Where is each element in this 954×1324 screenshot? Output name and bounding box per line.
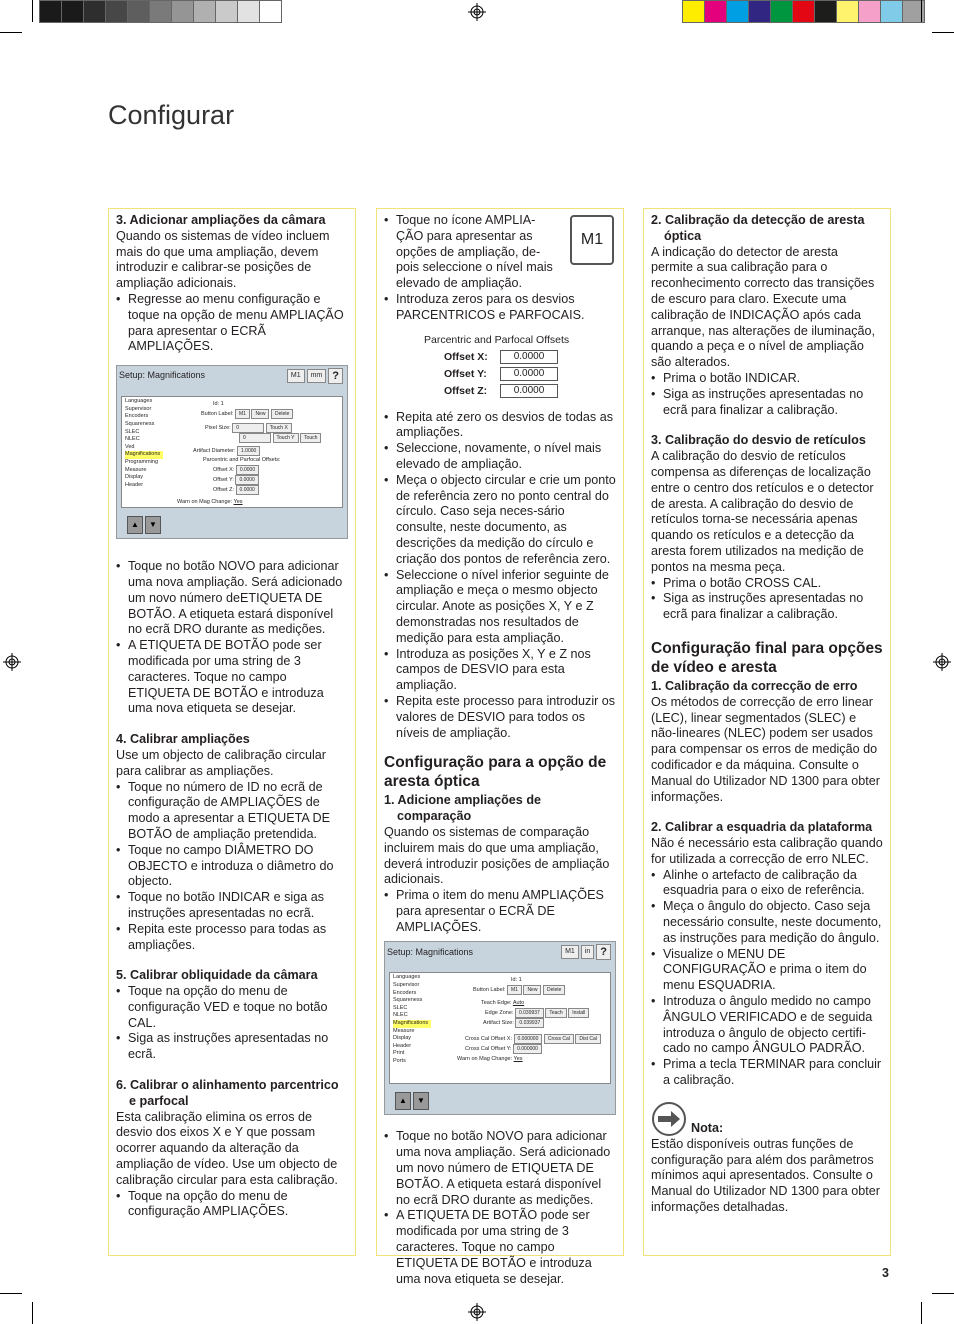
offset-y-label: Offset Y:: [213, 477, 234, 484]
calibration-swatch: [259, 0, 282, 23]
screenshot-title: Setup: Magnifications: [119, 370, 206, 381]
section-heading: 4. Calibrar ampliações: [116, 732, 250, 747]
offset-x-label: Offset X:: [213, 467, 235, 474]
crop-mark: [932, 32, 954, 33]
artifact-size-label: Artifact Size:: [483, 1020, 514, 1027]
cross-cal-x-value: 0.000000: [514, 1034, 543, 1044]
list-item: • Toque no campo DIÂMETRO DO OBJECTO e introduza o diâmetro do objecto.: [116, 843, 348, 890]
section-title: Configuração final para opções de vídeo e aresta: [651, 639, 883, 676]
list-item: • Seleccione, novamente, o nível mais elevado de ampliação.: [384, 441, 616, 473]
crop-mark: [932, 1293, 954, 1294]
calibration-swatch: [83, 0, 106, 23]
menu-item: Supervisor: [125, 405, 152, 412]
offset-x-value: 0.0000: [500, 350, 558, 364]
edge-zone-label: Edge Zone:: [485, 1010, 514, 1017]
calibration-swatch: [792, 0, 815, 23]
menu-item: Print: [393, 1050, 405, 1057]
offsets-title: Parcentric and Parfocal Offsets:: [203, 457, 281, 464]
menu-item: NLEC: [125, 436, 140, 443]
m1-button: M1: [287, 369, 305, 383]
menu-item: SLEC: [393, 1004, 408, 1011]
list-item: • Repita até zero os desvios de todas as ampliações.: [384, 410, 616, 442]
bullet-list: [651, 868, 883, 1089]
crop-mark: [32, 1302, 33, 1324]
offset-z-value: 0.0000: [500, 384, 558, 398]
list-item: • Toque na opção do menu de configuração AMPLIAÇÕES.: [116, 1189, 348, 1221]
menu-item: Squareness: [125, 420, 155, 427]
id-value: 1: [220, 401, 224, 408]
offset-y-row: [444, 366, 616, 383]
m1-icon-label: M1: [580, 231, 604, 249]
calibration-swatch: [149, 0, 172, 23]
menu-item: NLEC: [393, 1012, 408, 1019]
list-item: • Siga as instruções apresentadas no ecrã.: [116, 1031, 348, 1063]
magnifications-screenshot: [116, 365, 348, 539]
menu-item: Header: [125, 481, 144, 488]
offset-z-row: [444, 383, 616, 400]
offset-y-label: Offset Y:: [444, 367, 487, 380]
list-item: • Siga as instruções apresentadas no ecrã para finalizar a calibração.: [651, 387, 883, 419]
paragraph: Use um objecto de calibração circular para calibrar as ampliações.: [116, 747, 326, 778]
pixel-size-label: Pixel Size:: [205, 425, 231, 432]
arrow-down-icon: ▼: [413, 1092, 429, 1110]
bullet-list: [116, 1189, 348, 1221]
arrow-up-icon: ▲: [395, 1092, 411, 1110]
unit-button: in: [581, 945, 594, 959]
menu-item: Measure: [125, 466, 147, 473]
calibration-swatch: [858, 0, 881, 23]
list-item: • Toque no número de ID no ecrã de configuração de AMPLIAÇÕES de modo a apresentar a ETIQUETA DE BOTÃO de ampliação pretendida.: [116, 780, 348, 843]
list-item: • Introduza zeros para os desvios PARCENTRICOS e PARFOCAIS.: [384, 292, 616, 324]
offset-x-row: [444, 349, 616, 366]
note-text: Estão disponíveis outras funções de configuração para além dos parâmetros mínimos aqui apresentados. Consulte o Manual do Utilizador ND 1300 para obter informações detalhadas.: [651, 1136, 880, 1215]
calibration-swatch: [215, 0, 238, 23]
artifact-diameter-value: 1.0000: [237, 446, 260, 456]
edge-zone-value: 0.039937: [515, 1008, 544, 1018]
delete-button: Delete: [543, 985, 565, 995]
touch-button: Touch: [300, 433, 321, 443]
screenshot-title: Setup: Magnifications: [387, 946, 474, 957]
touch-y-button: Touch Y: [273, 433, 299, 443]
bullet-list: [116, 292, 348, 355]
delete-button: Delete: [271, 409, 293, 419]
crop-mark: [921, 1302, 922, 1324]
offset-x-label: Offset X:: [444, 350, 488, 363]
touch-x-button: Touch X: [266, 423, 292, 433]
screenshot-title-bar: [385, 942, 615, 962]
list-item: • Introduza o ângulo medido no campo ÂNGULO VERIFICADO e de seguida introduza o ângulo de objecto certifi-cado no campo ÂNGULO PADRÃO.: [651, 994, 883, 1057]
calibration-swatch: [880, 0, 903, 23]
unit-button: mm: [307, 369, 327, 383]
button-label-value: M1: [507, 985, 522, 995]
list-item: • A ETIQUETA DE BOTÃO pode ser modificada por uma string de 3 caracteres. Toque no campo ETIQUETA DE BOTÃO e introduza uma nova etiqueta se desejar.: [116, 638, 348, 717]
menu-item: Encoders: [125, 413, 149, 420]
help-button: ?: [328, 368, 343, 384]
bullet-list: [384, 410, 616, 742]
note-header: [651, 1101, 883, 1137]
list-item-text: Toque no ícone AMPLIA-ÇÃO para apresentar as opções de ampliação, de-pois seleccione o nível mais elevado de ampliação.: [396, 213, 553, 291]
menu-item: Languages: [125, 398, 153, 405]
teach-button: Teach: [545, 1008, 566, 1018]
bullet-list: [116, 559, 348, 717]
setup-form: [441, 976, 609, 1064]
warn-label: Warn on Mag Change:: [177, 499, 233, 506]
list-item: • Visualize o MENU DE CONFIGURAÇÃO e prima o item do menu ESQUADRIA.: [651, 947, 883, 994]
help-button: ?: [596, 944, 611, 960]
calibration-swatch: [836, 0, 859, 23]
id-label: Id:: [511, 977, 518, 984]
menu-item: Ports: [393, 1058, 406, 1065]
paragraph: Não é necessário esta calibração quando for utilizada a correcção de erro NLEC.: [651, 836, 883, 866]
offset-z-label: Offset Z:: [444, 384, 488, 397]
dist-cal-button: Dist Cal: [575, 1034, 601, 1044]
list-item: • Toque no botão INDICAR e siga as instruções apresentadas no ecrã.: [116, 890, 348, 922]
offset-z-value: 0.0000: [236, 485, 259, 495]
section-heading: 1. Calibração da correcção de erro: [651, 678, 858, 693]
crop-mark: [0, 1293, 22, 1294]
section-heading: 2. Calibração da detecção de aresta óptica: [651, 213, 865, 243]
offsets-panel: [424, 332, 616, 400]
list-item: • Prima o botão CROSS CAL.: [651, 576, 883, 592]
menu-item: Encoders: [393, 989, 417, 996]
paragraph: Os métodos de correcção de erro linear (LEC), linear segmentados (SLEC) e não-lineares (NLEC) podem ser usados para compensar os erros de medição do codificador e da máquina. Consulte o Manual do Utilizador ND 1300 para obter informações.: [651, 694, 880, 804]
new-button: New: [251, 409, 269, 419]
crop-mark: [0, 32, 22, 33]
list-item: • Repita este processo para introduzir os valores de DESVIO para todos os níveis de ampliação.: [384, 694, 616, 741]
setup-menu-list: [125, 398, 163, 489]
note-title: Nota:: [691, 1121, 724, 1136]
id-label: Id:: [213, 401, 220, 408]
list-item: [384, 213, 616, 292]
section-heading: 6. Calibrar o alinhamento parcentrico e parfocal: [116, 1078, 339, 1108]
calibration-swatch: [682, 0, 705, 23]
scroll-arrows: [127, 516, 161, 534]
paragraph: A indicação do detector de aresta permite a sua calibração para o reconhecimento correcto das transições de escuro para claro. Execute uma calibração de INDICAÇÃO após cada arranque, nas alterações de iluminação, quando a peça e o nível de ampliação são alterados.: [651, 244, 876, 370]
calibration-swatch: [61, 0, 84, 23]
list-item: • Repita este processo para todas as ampliações.: [116, 922, 348, 954]
pixel-x-value: 0: [232, 423, 264, 433]
list-item: • Siga as instruções apresentadas no ecrã para finalizar a calibração.: [651, 591, 883, 623]
bullet-list: [651, 371, 883, 418]
calibration-swatch: [814, 0, 837, 23]
offset-x-value: 0.0000: [236, 465, 259, 475]
calibration-swatch: [193, 0, 216, 23]
column-right: [643, 208, 891, 1256]
section-heading: 3. Calibração do desvio de retículos: [651, 433, 866, 448]
list-item: • Prima o item do menu AMPLIAÇÕES para apresentar o ECRÃ DE AMPLIAÇÕES.: [384, 888, 616, 935]
calibration-swatch: [770, 0, 793, 23]
list-item: • Alinhe o artefacto de calibração da esquadria para o eixo de referência.: [651, 868, 883, 900]
menu-item: Programming: [125, 458, 159, 465]
section-heading: 5. Calibrar obliquidade da câmara: [116, 968, 318, 983]
menu-item: Display: [125, 474, 144, 481]
bullet-list: [384, 213, 616, 324]
list-item: • Seleccione o nível inferior seguinte de ampliação e meça o mesmo objecto circular. Anote as posições X, Y e Z demonstradas nos resultados de medição para esta ampliação.: [384, 568, 616, 647]
cross-cal-button: Cross Cal: [544, 1034, 574, 1044]
gray-calibration-bar: [40, 0, 282, 22]
new-button: New: [523, 985, 541, 995]
paragraph: Esta calibração elimina os erros de desvio dos eixos X e Y que possam ocorrer aquando da alteração da ampliação de vídeo. Use um objecto de calibração circular para esta calibração.: [116, 1109, 338, 1187]
cross-cal-x-label: Cross Cal Offset X:: [465, 1036, 512, 1043]
column-middle: [376, 208, 624, 1286]
calibration-swatch: [748, 0, 771, 23]
calibration-swatch: [704, 0, 727, 23]
page-number: 3: [882, 1266, 889, 1280]
button-label-label: Button Label:: [473, 987, 506, 994]
offset-y-value: 0.0000: [500, 367, 558, 381]
bullet-list: [651, 576, 883, 623]
page-title: Configurar: [108, 100, 235, 130]
teach-edge-value: Auto: [512, 1000, 525, 1007]
registration-mark-icon: [468, 3, 486, 21]
warn-value: Yes: [233, 499, 243, 506]
list-item: • Introduza as posições X, Y e Z nos campos de DESVIO para esta ampliação.: [384, 647, 616, 694]
calibration-swatch: [171, 0, 194, 23]
column-left: [108, 208, 356, 1256]
list-item: • Meça o ângulo do objecto. Caso seja necessário consulte, neste documento, as instruções para medição do ângulo.: [651, 899, 883, 946]
warn-value: Yes: [513, 1056, 523, 1063]
menu-item: SLEC: [125, 428, 140, 435]
list-item: • Prima a tecla TERMINAR para concluir a calibração.: [651, 1057, 883, 1089]
pixel-y-value: 0: [239, 433, 271, 443]
list-item: • Meça o objecto circular e crie um ponto de referência zero no ponto central do círculo. Caso seja neces-sário consulte, neste documento, as descrições da medição do círculo e criação dos pontos de referência zero.: [384, 473, 616, 568]
calibration-swatch: [39, 0, 62, 23]
cross-cal-y-value: 0.000000: [513, 1044, 542, 1054]
menu-item: Squareness: [393, 997, 423, 1004]
list-item: • A ETIQUETA DE BOTÃO pode ser modificada por uma string de 3 caracteres. Toque no campo ETIQUETA DE BOTÃO e introduza uma nova etiqueta se desejar.: [384, 1208, 616, 1287]
bullet-list: [116, 984, 348, 1063]
list-item: • Toque na opção do menu de configuração VED e toque no botão CAL.: [116, 984, 348, 1031]
setup-form: [173, 400, 341, 507]
calibration-swatch: [726, 0, 749, 23]
arrow-right-icon: [651, 1101, 687, 1137]
arrow-down-icon: ▼: [145, 516, 161, 534]
bullet-list: [384, 1129, 616, 1287]
id-value: 1: [518, 977, 522, 984]
menu-item: Magnifications: [393, 1020, 431, 1028]
bullet-list: [384, 888, 616, 935]
menu-item: Display: [393, 1035, 412, 1042]
offset-y-value: 0.0000: [235, 475, 258, 485]
offsets-panel-title: Parcentric and Parfocal Offsets: [424, 333, 570, 346]
crop-mark: [32, 0, 33, 22]
cross-cal-y-label: Cross Cal Offset Y:: [465, 1046, 512, 1053]
paragraph: A calibração do desvio de retículos compensa as diferenças de localização entre o centro dos retículos e o detector de aresta. A calibração do desvio de retículos torna-se necessária apenas quando os retículos e a detecção da aresta forem utilizados na medição de pontos na mesma peça.: [651, 449, 874, 574]
teach-edge-label: Teach Edge:: [481, 1000, 512, 1007]
artifact-size-value: 0.039937: [515, 1018, 544, 1028]
color-calibration-bar: [683, 0, 925, 22]
list-item: • Regresse ao menu configuração e toque na opção de menu AMPLIAÇÃO para apresentar o ECRÃ AMPLIAÇÕES.: [116, 292, 348, 355]
section-title: Configuração para a opção de aresta óptica: [384, 754, 607, 791]
menu-item: Measure: [393, 1027, 415, 1034]
section-heading: 3. Adicionar ampliações da câmara: [116, 213, 326, 227]
calibration-swatch: [237, 0, 260, 23]
setup-menu-list: [393, 974, 431, 1065]
paragraph: Quando os sistemas de comparação incluirem mais do que uma ampliação, deverá introduzir posições de ampliação adicionais.: [384, 824, 610, 887]
button-label-label: Button Label:: [201, 411, 234, 418]
menu-item: Magnifications: [125, 451, 163, 459]
section-heading: 1. Adicione ampliações de comparação: [384, 793, 542, 824]
calibration-swatch: [105, 0, 128, 23]
magnifications-screenshot: [384, 941, 616, 1115]
section-heading: 2. Calibrar a esquadria da plataforma: [651, 820, 873, 835]
list-item: • Prima o botão INDICAR.: [651, 371, 883, 387]
m1-button: M1: [561, 945, 579, 959]
menu-item: Ved: [125, 443, 135, 450]
bullet-list: [116, 780, 348, 954]
registration-mark-icon: [3, 653, 21, 671]
registration-mark-icon: [468, 1303, 486, 1321]
registration-mark-icon: [933, 653, 951, 671]
paragraph: Quando os sistemas de vídeo incluem mais do que uma ampliação, devem introduzir e calibrar-se posições de ampliação adicionais.: [116, 228, 330, 291]
scroll-arrows: [395, 1092, 429, 1110]
button-label-value: M1: [235, 409, 250, 419]
menu-item: Supervisor: [393, 982, 420, 989]
list-item: • Toque no botão NOVO para adicionar uma nova ampliação. Será adicionado um novo número deETIQUETA DE BOTÃO. A etiqueta estará disponível no ecrã DRO durante as medições.: [116, 559, 348, 638]
menu-item: Languages: [393, 974, 421, 981]
list-item: • Toque no botão NOVO para adicionar uma nova ampliação. Será adicionado um novo número de ETIQUETA DE BOTÃO. A etiqueta estará disponível no ecrã DRO durante as medições.: [384, 1129, 616, 1208]
artifact-diameter-label: Artifact Diameter:: [193, 448, 236, 455]
calibration-swatch: [127, 0, 150, 23]
screenshot-title-bar: [117, 366, 347, 386]
crop-mark: [921, 0, 922, 22]
warn-label: Warn on Mag Change:: [457, 1056, 513, 1063]
menu-item: Header: [393, 1042, 412, 1049]
arrow-up-icon: ▲: [127, 516, 143, 534]
install-button: Install: [568, 1008, 589, 1018]
offset-z-label: Offset Z:: [213, 487, 234, 494]
